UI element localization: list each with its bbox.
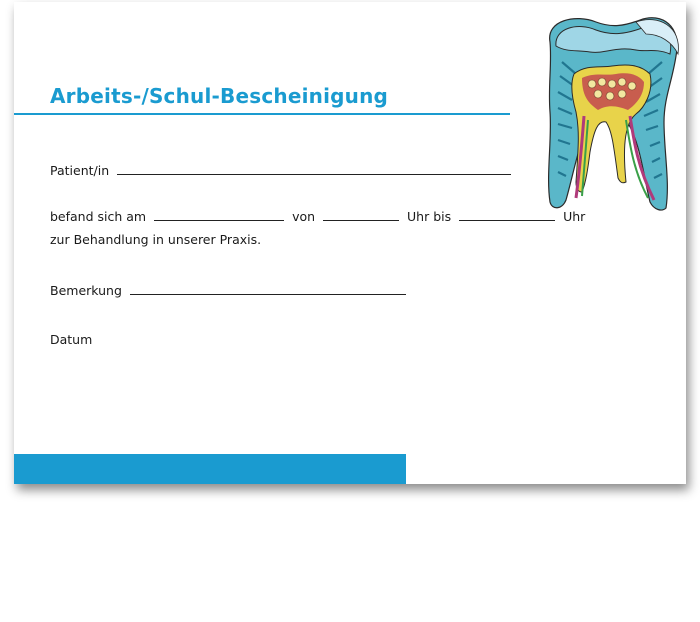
- bemerkung-label: Bemerkung: [50, 283, 122, 298]
- bottom-accent-bar: [14, 454, 406, 484]
- behandlung-text: zur Behandlung in unserer Praxis.: [50, 232, 262, 247]
- bemerkung-field[interactable]: [130, 282, 406, 295]
- von-label: von: [292, 209, 316, 224]
- title-underline: [14, 113, 510, 115]
- uhr-bis-label: Uhr bis: [407, 209, 452, 224]
- date-field[interactable]: [154, 208, 284, 221]
- date-time-row: [50, 208, 585, 224]
- patient-name-field[interactable]: [117, 162, 511, 175]
- tooth-icon: [536, 12, 684, 212]
- form-title: Arbeits-/Schul-Bescheinigung: [50, 84, 389, 108]
- patient-row: [50, 162, 515, 178]
- certificate-card: [14, 2, 686, 484]
- patient-label: Patient/in: [50, 163, 110, 178]
- datum-label: Datum: [50, 332, 93, 347]
- befand-label: befand sich am: [50, 209, 147, 224]
- time-from-field[interactable]: [323, 208, 399, 221]
- uhr-label: Uhr: [563, 209, 586, 224]
- bemerkung-row: [50, 282, 410, 298]
